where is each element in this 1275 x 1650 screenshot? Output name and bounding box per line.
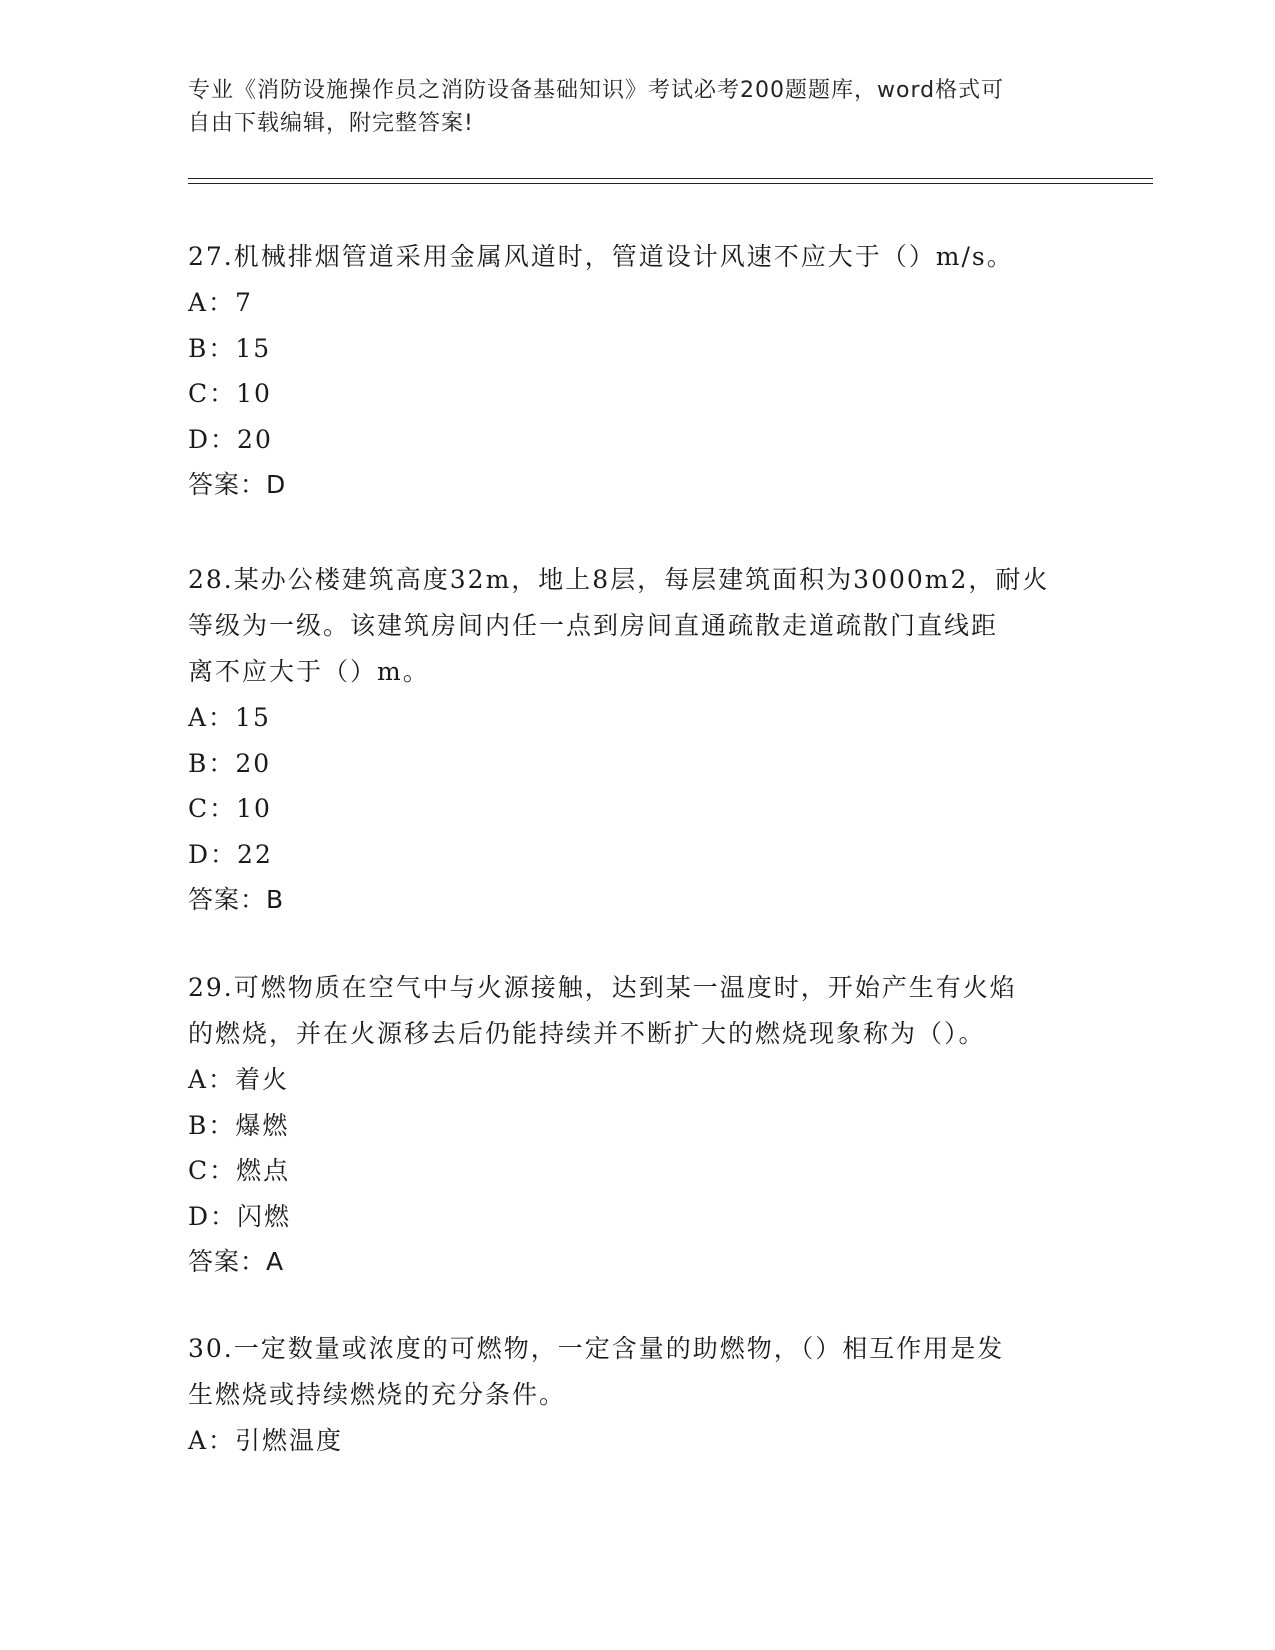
option-d: D：22 <box>188 839 273 869</box>
option-d: D：20 <box>188 424 273 454</box>
question-stem: 的燃烧，并在火源移去后仍能持续并不断扩大的燃烧现象称为（）。 <box>188 1019 986 1048</box>
header-divider-top <box>188 178 1153 179</box>
header-line-2: 自由下载编辑，附完整答案! <box>188 111 474 136</box>
option-b: B：15 <box>188 333 272 363</box>
question-28 <box>188 557 1088 923</box>
option-c: C：燃点 <box>188 1156 291 1185</box>
answer: 答案：D <box>188 470 287 499</box>
option-b: B：20 <box>188 748 272 778</box>
option-a: A：引燃温度 <box>188 1426 344 1455</box>
header-divider-bottom <box>188 183 1153 184</box>
question-stem: 生燃烧或持续燃烧的充分条件。 <box>188 1380 567 1409</box>
answer: 答案：B <box>188 885 285 914</box>
question-30 <box>188 1326 1088 1464</box>
question-stem: 等级为一级。该建筑房间内任一点到房间直通疏散走道疏散门直线距 <box>188 611 999 640</box>
option-c: C：10 <box>188 794 272 823</box>
option-c: C：10 <box>188 379 272 408</box>
answer: 答案：A <box>188 1247 285 1276</box>
option-b: B：爆燃 <box>188 1110 290 1140</box>
question-stem: 28.某办公楼建筑高度32m，地上8层，每层建筑面积为3000m2，耐火 <box>188 565 1050 594</box>
question-27 <box>188 234 1088 508</box>
question-stem: 27.机械排烟管道采用金属风道时，管道设计风速不应大于（）m/s。 <box>188 242 1014 271</box>
option-a: A：15 <box>188 703 271 732</box>
question-29 <box>188 965 1088 1285</box>
option-a: A：7 <box>188 288 253 317</box>
option-d: D：闪燃 <box>188 1201 292 1231</box>
question-stem: 29.可燃物质在空气中与火源接触，达到某一温度时，开始产生有火焰 <box>188 973 1017 1002</box>
header-line-1: 专业《消防设施操作员之消防设备基础知识》考试必考200题题库，word格式可 <box>188 78 1005 103</box>
question-stem: 30.一定数量或浓度的可燃物，一定含量的助燃物，（）相互作用是发 <box>188 1334 1005 1363</box>
document-header <box>188 74 1088 140</box>
question-stem: 离不应大于（）m。 <box>188 657 430 686</box>
option-a: A：着火 <box>188 1065 290 1094</box>
